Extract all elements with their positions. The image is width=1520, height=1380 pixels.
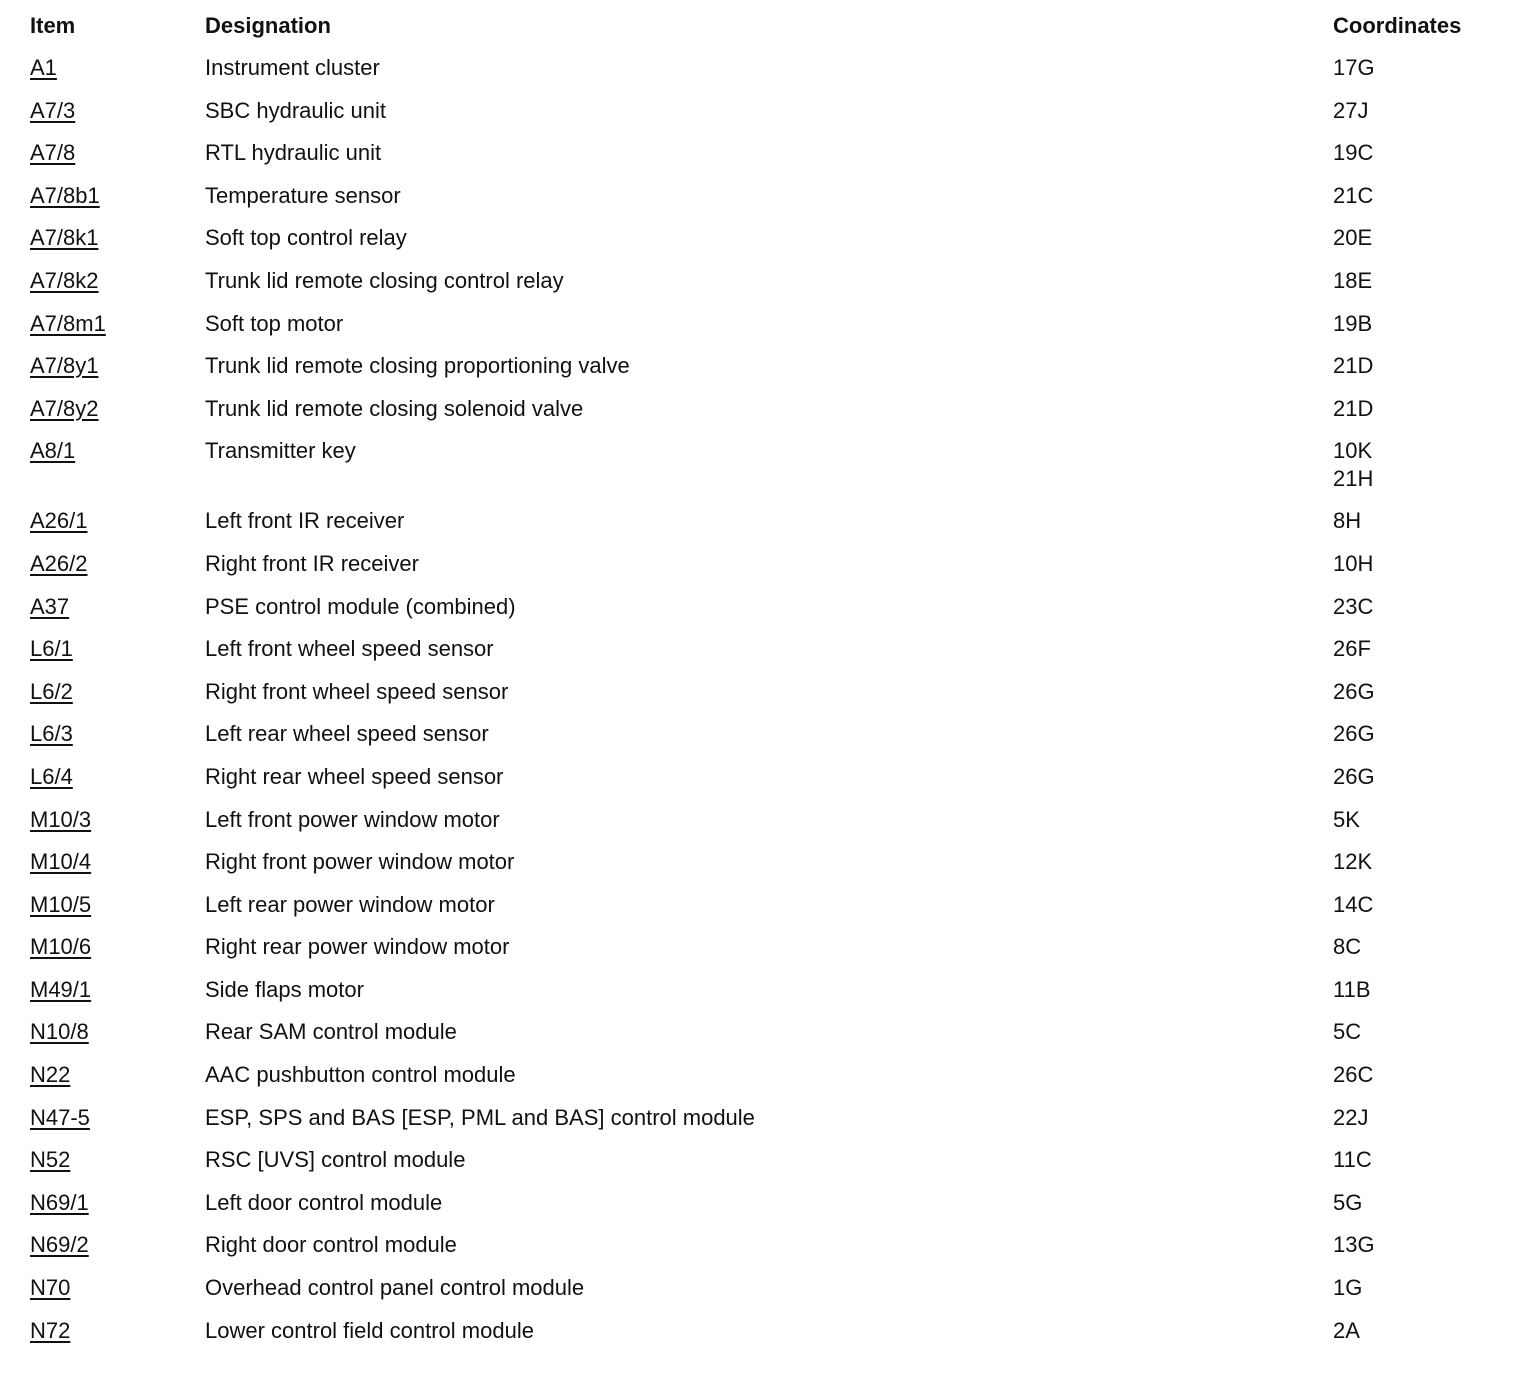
designation-cell: Left front power window motor [205, 806, 500, 832]
table-row [30, 97, 1500, 140]
item-cell [30, 678, 205, 706]
item-link[interactable]: N10/8 [30, 1019, 89, 1045]
item-cell [30, 1274, 205, 1302]
table-row [30, 1104, 1500, 1147]
coordinates-cell: 14C [1333, 891, 1374, 917]
coordinates-cell: 22J [1333, 1104, 1369, 1130]
coordinates-cell: 26C [1333, 1062, 1374, 1088]
designation-cell: Left door control module [205, 1189, 443, 1215]
item-link[interactable]: A7/3 [30, 97, 76, 123]
item-link[interactable]: N72 [30, 1317, 71, 1343]
coordinates-cell: 21D [1333, 353, 1374, 379]
coordinates-cell: 21C [1333, 182, 1374, 208]
table-row [30, 1317, 1500, 1360]
table-row [30, 678, 1500, 721]
coordinates-cell: 13G [1333, 1232, 1375, 1258]
designation-cell: Instrument cluster [205, 55, 380, 80]
coordinates-cell: 21D [1333, 395, 1374, 421]
item-link[interactable]: L6/2 [30, 678, 73, 704]
coordinates-cell: 8H [1333, 508, 1362, 534]
item-link[interactable]: M49/1 [30, 976, 92, 1002]
table-row [30, 437, 1500, 507]
item-cell [30, 933, 205, 961]
item-link[interactable]: A1 [30, 55, 57, 80]
item-cell [30, 720, 205, 748]
item-cell [30, 182, 205, 210]
item-link[interactable]: N52 [30, 1147, 71, 1173]
item-link[interactable]: A7/8k2 [30, 267, 99, 293]
coordinates-cell: 26F [1333, 636, 1371, 662]
table-row [30, 1018, 1500, 1061]
designation-cell: Transmitter key [205, 438, 356, 464]
item-link[interactable]: M10/3 [30, 806, 92, 832]
item-cell [30, 352, 205, 380]
item-cell [30, 550, 205, 578]
item-cell [30, 976, 205, 1004]
table-row [30, 224, 1500, 267]
item-link[interactable]: A7/8k1 [30, 225, 99, 251]
table-row [30, 1274, 1500, 1317]
designation-cell: Right rear power window motor [205, 934, 510, 960]
coordinates-cell: 11C [1333, 1147, 1372, 1173]
designation-cell: Left front IR receiver [205, 508, 405, 534]
item-cell [30, 224, 205, 252]
designation-cell: Left rear power window motor [205, 891, 495, 917]
item-link[interactable]: A7/8 [30, 140, 76, 166]
item-link[interactable]: N69/1 [30, 1189, 89, 1215]
coordinates-cell: 20E [1333, 225, 1373, 251]
table-body [30, 54, 1500, 1359]
designation-cell: Side flaps motor [205, 976, 364, 1002]
table-row [30, 720, 1500, 763]
designation-cell: AAC pushbutton control module [205, 1062, 516, 1088]
coordinates-cell: 27J [1333, 97, 1369, 123]
coordinates-cell: 26G [1333, 678, 1375, 704]
table-row [30, 507, 1500, 550]
coordinates-cell: 26G [1333, 763, 1375, 789]
table-row [30, 763, 1500, 806]
item-cell [30, 1231, 205, 1259]
item-cell [30, 437, 205, 465]
coordinates-cell: 12K [1333, 849, 1373, 875]
coordinates-cell: 19C [1333, 140, 1374, 166]
item-link[interactable]: A7/8y1 [30, 353, 99, 379]
coordinates-cell: 2A [1333, 1317, 1360, 1343]
coordinates-cell: 10H [1333, 550, 1374, 576]
item-link[interactable]: A7/8y2 [30, 395, 99, 421]
designation-cell: Trunk lid remote closing proportioning valve [205, 353, 630, 379]
coordinates-cell: 18E [1333, 267, 1373, 293]
item-cell [30, 267, 205, 295]
designation-cell: Lower control field control module [205, 1317, 534, 1343]
table-row [30, 806, 1500, 849]
item-cell [30, 507, 205, 535]
item-link[interactable]: M10/4 [30, 849, 92, 875]
coordinates-cell: 8C [1333, 934, 1362, 960]
item-cell [30, 1018, 205, 1046]
coordinates-cell: 1G [1333, 1275, 1363, 1301]
item-cell [30, 763, 205, 791]
item-cell [30, 891, 205, 919]
item-link[interactable]: A8/1 [30, 438, 76, 464]
designation-cell: RSC [UVS] control module [205, 1147, 466, 1173]
table-row [30, 550, 1500, 593]
item-cell [30, 1061, 205, 1089]
designation-cell: PSE control module (combined) [205, 593, 516, 619]
designation-cell: Right front IR receiver [205, 550, 419, 576]
item-cell [30, 1104, 205, 1132]
item-cell [30, 1146, 205, 1174]
item-cell [30, 848, 205, 876]
component-legend-table [30, 12, 1500, 1359]
table-row [30, 267, 1500, 310]
coordinates-cell: 5C [1333, 1019, 1362, 1045]
header-item: Item [30, 13, 76, 38]
table-header [30, 12, 1500, 54]
item-link[interactable]: N70 [30, 1275, 71, 1301]
item-cell [30, 139, 205, 167]
designation-cell: Left rear wheel speed sensor [205, 721, 489, 747]
table-row [30, 139, 1500, 182]
item-cell [30, 1317, 205, 1345]
designation-cell: Temperature sensor [205, 182, 401, 208]
coordinates-cell: 10K 21H [1333, 438, 1374, 492]
designation-cell: Soft top control relay [205, 225, 407, 251]
table-row [30, 1061, 1500, 1104]
header-coordinates: Coordinates [1333, 13, 1462, 38]
table-row [30, 1231, 1500, 1274]
table-row [30, 182, 1500, 225]
item-link[interactable]: L6/1 [30, 636, 73, 662]
coordinates-cell: 11B [1333, 976, 1371, 1002]
designation-cell: Right front wheel speed sensor [205, 678, 509, 704]
item-cell [30, 310, 205, 338]
designation-cell: Overhead control panel control module [205, 1275, 585, 1301]
coordinates-cell: 5G [1333, 1189, 1363, 1215]
item-link[interactable]: L6/4 [30, 763, 73, 789]
item-link[interactable]: A7/8m1 [30, 310, 106, 336]
table-row [30, 1189, 1500, 1232]
item-link[interactable]: N22 [30, 1062, 71, 1088]
header-designation: Designation [205, 13, 331, 38]
table-row [30, 395, 1500, 438]
item-link[interactable]: L6/3 [30, 721, 73, 747]
item-cell [30, 54, 205, 82]
item-cell [30, 635, 205, 663]
table-row [30, 635, 1500, 678]
item-link[interactable]: M10/6 [30, 934, 92, 960]
designation-cell: Trunk lid remote closing control relay [205, 267, 564, 293]
designation-cell: Left front wheel speed sensor [205, 636, 494, 662]
table-row [30, 848, 1500, 891]
designation-cell: Right rear wheel speed sensor [205, 763, 504, 789]
designation-cell: Right front power window motor [205, 849, 515, 875]
item-link[interactable]: N47-5 [30, 1104, 90, 1130]
table-row [30, 352, 1500, 395]
table-row [30, 310, 1500, 353]
designation-cell: RTL hydraulic unit [205, 140, 382, 166]
coordinates-cell: 19B [1333, 310, 1373, 336]
table-row [30, 976, 1500, 1019]
item-link[interactable]: A26/2 [30, 550, 88, 576]
item-link[interactable]: N69/2 [30, 1232, 89, 1258]
table-row [30, 891, 1500, 934]
table-row [30, 593, 1500, 636]
coordinates-cell: 5K [1333, 806, 1360, 832]
designation-cell: SBC hydraulic unit [205, 97, 386, 123]
item-link[interactable]: A26/1 [30, 508, 88, 534]
item-link[interactable]: A37 [30, 593, 70, 619]
item-cell [30, 1189, 205, 1217]
coordinates-cell: 17G [1333, 55, 1375, 80]
coordinates-cell: 23C [1333, 593, 1374, 619]
designation-cell: ESP, SPS and BAS [ESP, PML and BAS] control module [205, 1104, 755, 1130]
table-row [30, 1146, 1500, 1189]
designation-cell: Rear SAM control module [205, 1019, 457, 1045]
item-cell [30, 593, 205, 621]
designation-cell: Soft top motor [205, 310, 344, 336]
item-link[interactable]: A7/8b1 [30, 182, 100, 208]
table-row [30, 54, 1500, 97]
item-cell [30, 806, 205, 834]
designation-cell: Trunk lid remote closing solenoid valve [205, 395, 584, 421]
table-row [30, 933, 1500, 976]
item-link[interactable]: M10/5 [30, 891, 92, 917]
item-cell [30, 395, 205, 423]
designation-cell: Right door control module [205, 1232, 457, 1258]
coordinates-cell: 26G [1333, 721, 1375, 747]
item-cell [30, 97, 205, 125]
